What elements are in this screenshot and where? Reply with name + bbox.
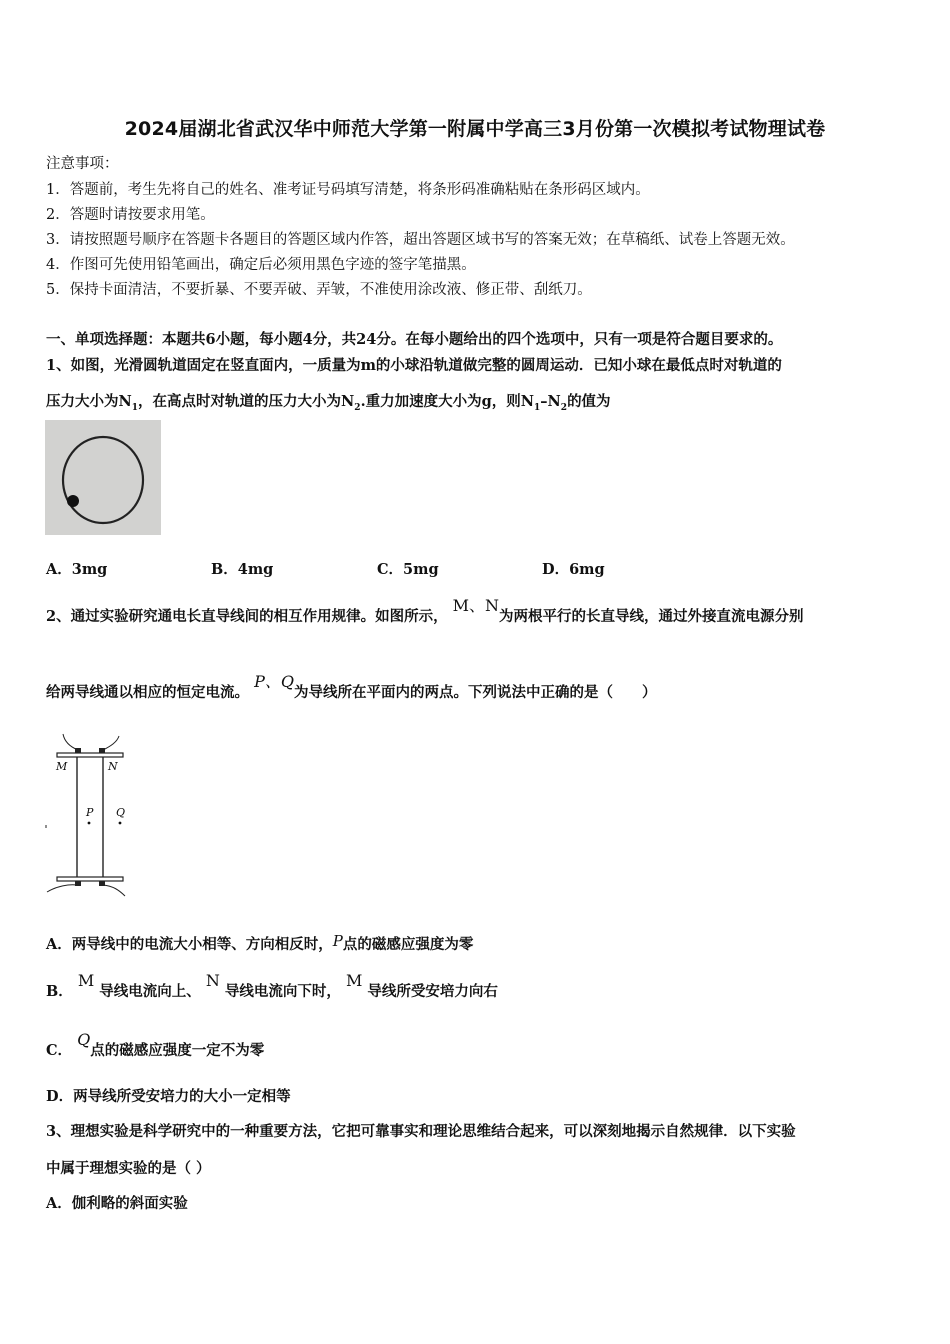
section-heading: 一、单项选择题：本题共6小题，每小题4分，共24分。在每小题给出的四个选项中，只有一项是符合题目要求的。	[46, 331, 783, 348]
q2-mn-label: M、N	[452, 596, 500, 615]
q2-option-a: A．两导线中的电流大小相等、方向相反时，P点的磁感应强度为零	[46, 932, 474, 953]
notice-heading: 注意事项：	[46, 156, 119, 172]
q1-option-d: D．6mg	[542, 561, 605, 578]
q1-stem-line2: 压力大小为$N_1$，在高点时对轨道的压力大小为$N_2$.重力加速度大小为g，则$N_1-N_2$的值为	[46, 393, 611, 413]
q1-circle-track-figure	[45, 420, 161, 535]
bottom-bar	[57, 877, 123, 881]
q2-stem-line1: 2、通过实验研究通电长直导线间的相互作用规律。如图所示， M、N为两根平行的长直导线，通过外接直流电源分别	[46, 596, 804, 625]
q2-parallel-wires-figure	[45, 730, 130, 900]
label-n: N	[108, 760, 118, 773]
exam-title: 2024届湖北省武汉华中师范大学第一附属中学高三3月份第一次模拟考试物理试卷	[124, 118, 826, 140]
label-q: Q	[116, 806, 126, 819]
q3-stem-line1: 3、理想实验是科学研究中的一种重要方法，它把可靠事实和理论思维结合起来，可以深刻地揭示自然规律．以下实验	[46, 1123, 796, 1140]
label-p: P	[86, 806, 94, 819]
notice-item-4: 4．作图可先使用铅笔画出，确定后必须用黑色字迹的签字笔描黑。	[46, 257, 476, 273]
notice-item-1: 1．答题前，考生先将自己的姓名、准考证号码填写清楚，将条形码准确粘贴在条形码区域内。	[46, 182, 650, 198]
q1-option-a: A．3mg	[46, 561, 108, 578]
notice-item-5: 5．保持卡面清洁，不要折暴、不要弄破、弄皱，不准使用涂改液、修正带、刮纸刀。	[46, 282, 592, 298]
q2-option-d: D．两导线所受安培力的大小一定相等	[46, 1088, 291, 1105]
top-left-lead	[63, 734, 78, 750]
top-bar	[57, 753, 123, 757]
q2-stem-line2: 给两导线通以相应的恒定电流。 P、Q为导线所在平面内的两点。下列说法中正确的是（ ）	[46, 672, 657, 701]
label-m: M	[56, 760, 68, 773]
point-q	[119, 822, 122, 825]
notice-item-3: 3．请按照题号顺序在答题卡各题目的答题区域内作答，超出答题区域书写的答案无效；在草稿纸、试卷上答题无效。	[46, 232, 795, 248]
point-p	[88, 822, 91, 825]
q2-pq-label: P、Q	[254, 672, 294, 691]
q1-option-b: B．4mg	[211, 561, 274, 578]
q1-option-c: C．5mg	[377, 561, 439, 578]
top-right-lead	[103, 736, 119, 750]
small-ball	[67, 495, 79, 507]
top-left-terminal	[75, 748, 81, 753]
q2-option-b: B． M 导线电流向上、 N 导线电流向下时， M 导线所受安培力向右	[46, 971, 498, 1000]
q1-stem-line1: 1、如图，光滑圆轨道固定在竖直面内，一质量为m的小球沿轨道做完整的圆周运动．已知小球在最低点时对轨道的	[46, 357, 782, 374]
bottom-right-lead	[103, 885, 125, 896]
q3-option-a: A．伽利略的斜面实验	[46, 1195, 188, 1212]
bottom-left-lead	[47, 885, 77, 892]
notice-item-2: 2．答题时请按要求用笔。	[46, 207, 215, 223]
top-right-terminal	[99, 748, 105, 753]
q3-stem-line2: 中属于理想实验的是（ ）	[46, 1160, 211, 1177]
q2-option-c: C． Q点的磁感应强度一定不为零	[46, 1030, 265, 1059]
